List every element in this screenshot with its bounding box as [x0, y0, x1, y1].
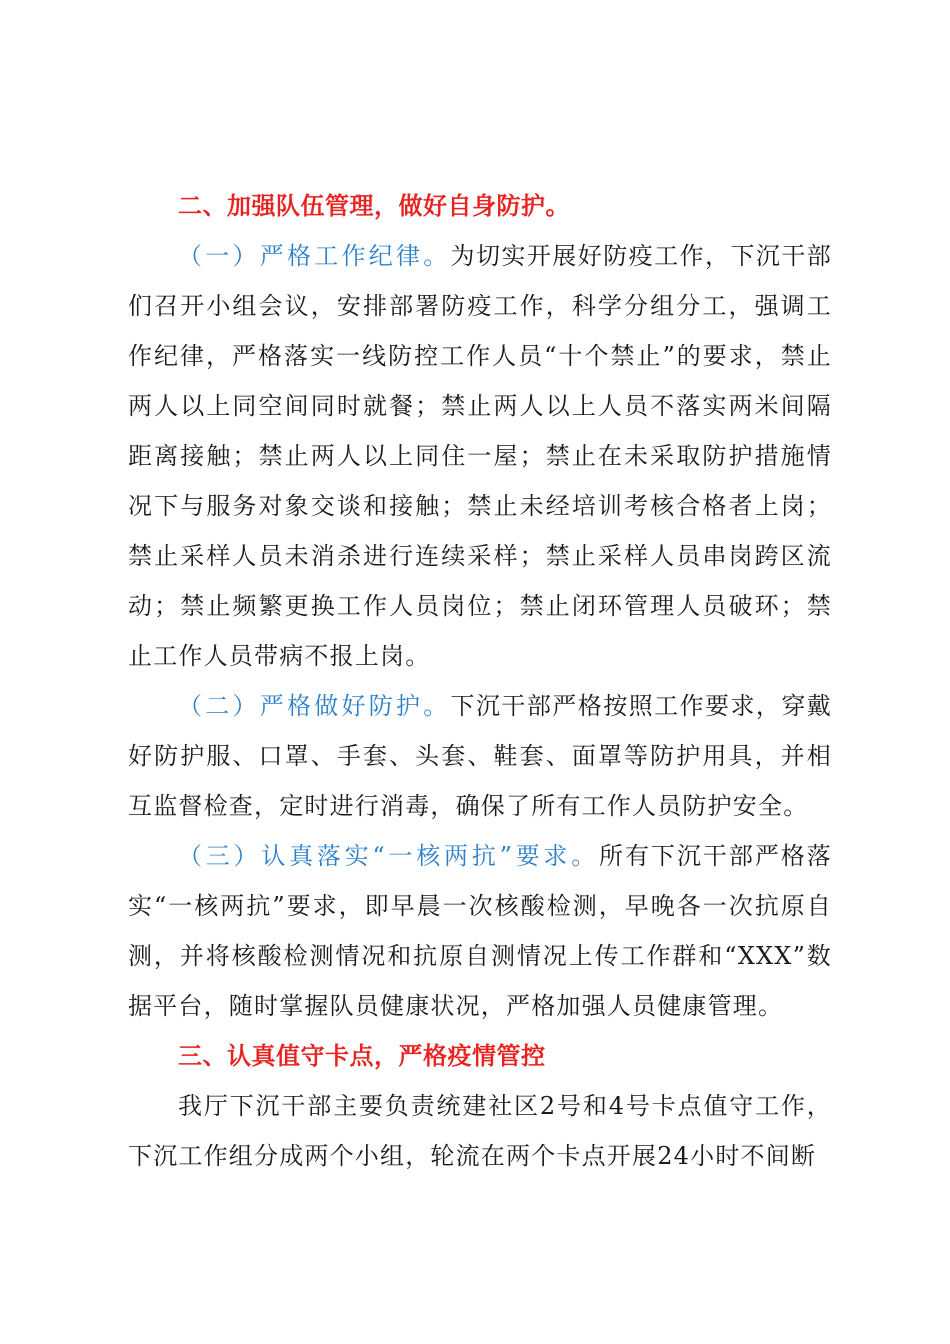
- paragraph-2-text: 下沉干部严格按照工作要求，穿戴好防护服、口罩、手套、头套、鞋套、面罩等防护用具，并相互监督检查，定时进行消毒，确保了所有工作人员防护安全。: [128, 692, 832, 820]
- paragraph-2: [128, 681, 832, 831]
- paragraph-1: [128, 231, 832, 681]
- subheading-1: （一）严格工作纪律。: [178, 242, 451, 270]
- section-heading-2: 二、加强队伍管理，做好自身防护。: [178, 192, 570, 220]
- subheading-2: （二）严格做好防护。: [178, 692, 451, 720]
- paragraph-3: [128, 831, 832, 1031]
- paragraph-3-text: 所有下沉干部严格落实“一核两抗”要求，即早晨一次核酸检测，早晚各一次抗原自测，并将核酸检测情况和抗原自测情况上传工作群和“XXX”数据平台，随时掌握队员健康状况，严格加强人员健康管理。: [128, 842, 832, 1020]
- document-page: [128, 181, 832, 1181]
- paragraph-4: 我厅下沉干部主要负责统建社区2号和4号卡点值守工作，下沉工作组分成两个小组，轮流在两个卡点开展24小时不间断: [128, 1092, 832, 1170]
- section-heading-3: 三、认真值守卡点，严格疫情管控: [178, 1042, 546, 1070]
- paragraph-1-text: 为切实开展好防疫工作，下沉干部们召开小组会议，安排部署防疫工作，科学分组分工，强调工作纪律，严格落实一线防控工作人员“十个禁止”的要求，禁止两人以上同空间同时就餐；禁止两人以上人员不落实两米间隔距离接触；禁止两人以上同住一屋；禁止在未采取防护措施情况下与服务对象交谈和接触；禁止未经培训考核合格者上岗；禁止采样人员未消杀进行连续采样；禁止采样人员串岗跨区流动；禁止频繁更换工作人员岗位；禁止闭环管理人员破环；禁止工作人员带病不报上岗。: [128, 242, 832, 670]
- subheading-3: （三）认真落实“一核两抗”要求。: [178, 842, 599, 870]
